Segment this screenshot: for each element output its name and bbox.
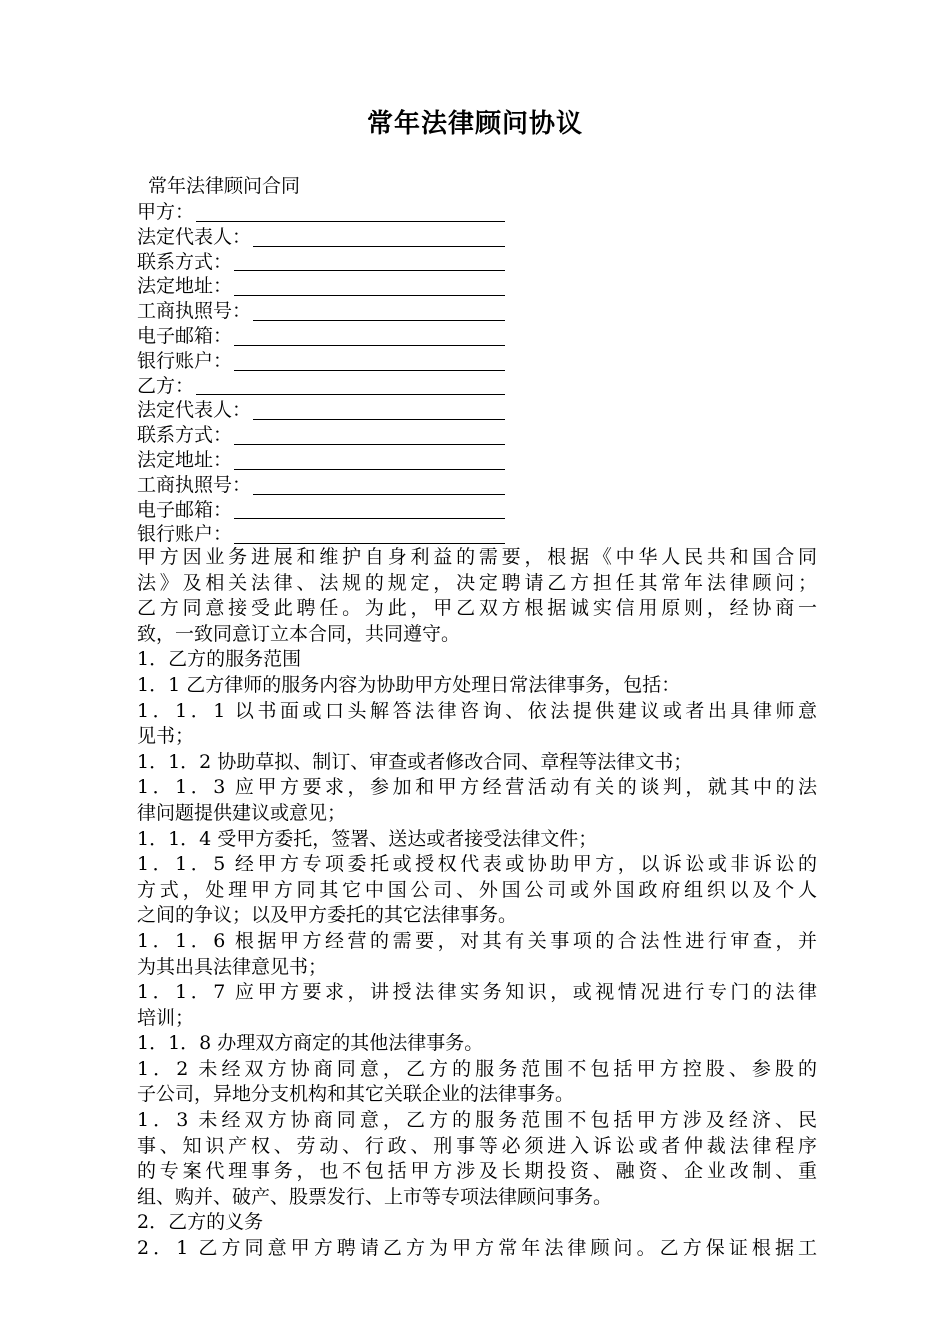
fill-in-blank-line[interactable] — [196, 221, 505, 222]
text-line: 子公司，异地分支机构和其它关联企业的法律事务。 — [137, 1083, 575, 1106]
fill-in-blank-line[interactable] — [253, 320, 505, 321]
contract-body — [137, 545, 817, 1262]
text-line: 之间的争议；以及甲方委托的其它法律事务。 — [137, 904, 518, 927]
field-label: 法定代表人： — [137, 399, 252, 422]
party-b-field-5 — [137, 498, 505, 523]
fill-in-blank-line[interactable] — [234, 345, 505, 346]
text-line: 1．1 乙方律师的服务内容为协助甲方处理日常法律事务，包括： — [137, 673, 681, 696]
text-line: 1．3 未经双方协商同意，乙方的服务范围不包括甲方涉及经济、民 — [137, 1109, 817, 1132]
fill-in-blank-line[interactable] — [234, 295, 505, 296]
text-line: 1．乙方的服务范围 — [137, 648, 302, 671]
party-fields — [137, 200, 505, 547]
text-line: 乙方同意接受此聘任。为此，甲乙双方根据诚实信用原则，经协商一 — [137, 597, 817, 620]
fill-in-blank-line[interactable] — [234, 370, 505, 371]
field-label: 银行账户： — [137, 523, 233, 546]
text-line: 1．1．2 协助草拟、制订、审查或者修改合同、章程等法律文书； — [137, 750, 693, 773]
text-line: 1．1．5 经甲方专项委托或授权代表或协助甲方，以诉讼或非诉讼的 — [137, 853, 817, 876]
fill-in-blank-line[interactable] — [196, 394, 505, 395]
party-a-field-4 — [137, 299, 505, 324]
text-line: 1．1．4 受甲方委托，签署、送达或者接受法律文件； — [137, 827, 598, 850]
text-line: 法》及相关法律、法规的规定，决定聘请乙方担任其常年法律顾问； — [137, 571, 817, 594]
fill-in-blank-line[interactable] — [234, 270, 505, 271]
party-a-field-3 — [137, 274, 505, 299]
party-b-field-1 — [137, 398, 505, 423]
party-a-field-2 — [137, 250, 505, 275]
field-label: 工商执照号： — [137, 473, 252, 496]
field-label: 电子邮箱： — [137, 324, 233, 347]
text-line: 2．1 乙方同意甲方聘请乙方为甲方常年法律顾问。乙方保证根据工 — [137, 1237, 817, 1260]
contract-subtitle: 常年法律顾问合同 — [148, 175, 301, 197]
text-line: 培训； — [137, 1006, 195, 1029]
text-line: 的专案代理事务，也不包括甲方涉及长期投资、融资、企业改制、重 — [137, 1160, 817, 1183]
text-line: 事、知识产权、劳动、行政、刑事等必须进入诉讼或者仲裁法律程序 — [137, 1134, 817, 1157]
field-label: 电子邮箱： — [137, 498, 233, 521]
party-b-field-2 — [137, 423, 505, 448]
text-line: 1．1．6 根据甲方经营的需要，对其有关事项的合法性进行审查，并 — [137, 929, 817, 952]
text-line: 1．1．8 办理双方商定的其他法律事务。 — [137, 1032, 484, 1055]
fill-in-blank-line[interactable] — [253, 494, 505, 495]
field-label: 银行账户： — [137, 349, 233, 372]
text-line: 律问题提供建议或意见； — [137, 801, 347, 824]
field-label: 工商执照号： — [137, 300, 252, 323]
text-line: 甲方因业务进展和维护自身利益的需要，根据《中华人民共和国合同 — [137, 546, 817, 568]
text-line: 致，一致同意订立本合同，共同遵守。 — [137, 622, 461, 645]
field-label: 法定地址： — [137, 448, 233, 471]
field-label: 法定地址： — [137, 275, 233, 298]
text-line: 1．1．3 应甲方要求，参加和甲方经营活动有关的谈判，就其中的法 — [137, 776, 817, 799]
party-b-field-6 — [137, 522, 505, 547]
fill-in-blank-line[interactable] — [253, 419, 505, 420]
text-line: 方式，处理甲方同其它中国公司、外国公司或外国政府组织以及个人 — [137, 878, 817, 901]
party-a-field-5 — [137, 324, 505, 349]
field-label: 乙方： — [137, 374, 195, 397]
fill-in-blank-line[interactable] — [234, 444, 505, 445]
text-line: 1．1．7 应甲方要求，讲授法律实务知识，或视情况进行专门的法律 — [137, 981, 817, 1004]
fill-in-blank-line[interactable] — [234, 469, 505, 470]
document-title: 常年法律顾问协议 — [366, 109, 583, 139]
fill-in-blank-line[interactable] — [234, 518, 505, 519]
field-label: 联系方式： — [137, 250, 233, 273]
field-label: 法定代表人： — [137, 225, 252, 248]
party-a-field-1 — [137, 225, 505, 250]
fill-in-blank-line[interactable] — [234, 543, 505, 544]
party-a-field-0 — [137, 200, 505, 225]
text-line: 为其出具法律意见书； — [137, 955, 328, 978]
party-b-field-0 — [137, 374, 505, 399]
text-line: 组、购并、破产、股票发行、上市等专项法律顾问事务。 — [137, 1185, 613, 1208]
text-line: 见书； — [137, 725, 195, 748]
field-label: 甲方： — [137, 201, 195, 223]
text-line: 1．1．1 以书面或口头解答法律咨询、依法提供建议或者出具律师意 — [137, 699, 817, 722]
party-b-field-4 — [137, 473, 505, 498]
text-line: 1．2 未经双方协商同意，乙方的服务范围不包括甲方控股、参股的 — [137, 1057, 817, 1080]
text-line: 2．乙方的义务 — [137, 1211, 264, 1234]
fill-in-blank-line[interactable] — [253, 246, 505, 247]
field-label: 联系方式： — [137, 424, 233, 447]
party-b-field-3 — [137, 448, 505, 473]
party-a-field-6 — [137, 349, 505, 374]
